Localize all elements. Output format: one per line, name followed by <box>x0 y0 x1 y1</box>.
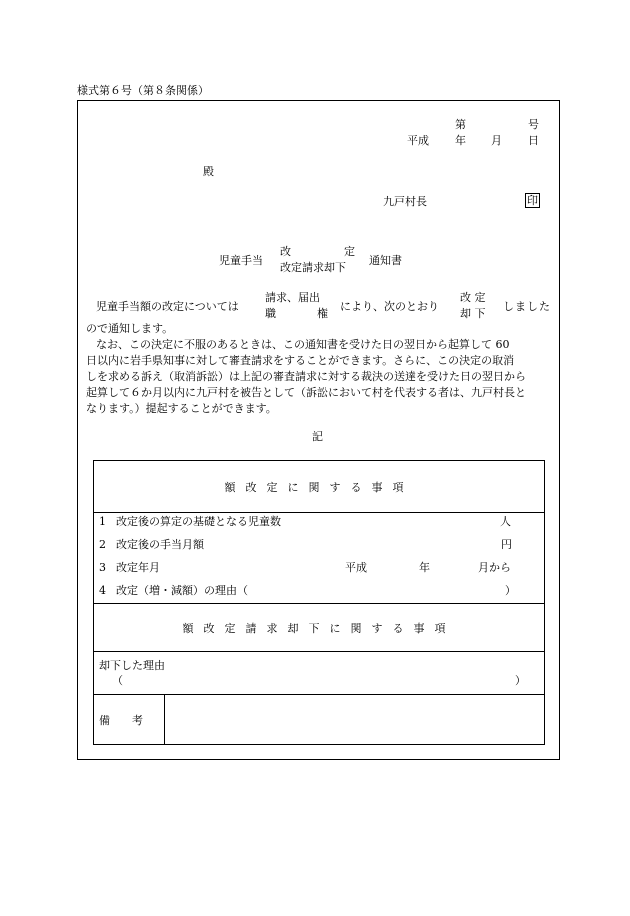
body-p2-line3: しを求める訴え（取消訴訟）は上記の審査請求に対する裁決の送達を受けた日の翌日から <box>86 370 526 383</box>
item-3-label: 改定年月 <box>116 561 160 574</box>
item-4-no: 4 <box>99 584 106 597</box>
item-4-unit: ） <box>505 584 516 597</box>
remarks-divider <box>164 694 165 745</box>
addressee-suffix: 殿 <box>203 165 214 178</box>
seal-mark: 印 <box>527 194 538 207</box>
body-p1-result-bottom: 却 下 <box>460 307 486 320</box>
items-table <box>93 460 545 745</box>
item-2-no: 2 <box>99 538 106 551</box>
title-top-left: 改 <box>280 245 291 258</box>
remarks-label: 備 考 <box>99 714 143 727</box>
form-label: 様式第６号（第８条関係） <box>77 84 209 97</box>
item-3-year: 年 <box>419 561 430 574</box>
item-1-unit: 人 <box>500 515 511 528</box>
reject-reason-label: 却下した理由 <box>99 659 165 672</box>
reject-reason-close: ） <box>515 674 526 687</box>
body-p1-continuation: ので通知します。 <box>86 322 174 335</box>
item-2-label: 改定後の手当月額 <box>116 538 204 551</box>
item-3-no: 3 <box>99 561 106 574</box>
item-3-era: 平成 <box>345 561 367 574</box>
item-3-unit: 月から <box>478 561 511 574</box>
body-p1-start: 児童手当額の改定については <box>96 300 239 313</box>
body-p1-end: しました <box>503 300 551 313</box>
item-4-label: 改定（増・減額）の理由（ <box>116 584 248 597</box>
sender-name: 九戸村長 <box>383 195 427 208</box>
title-suffix: 通知書 <box>369 254 402 267</box>
body-p2-line1: なお、この決定に不服のあるときは、この通知書を受けた日の翌日から起算して 60 <box>96 338 510 351</box>
number-prefix: 第 <box>455 118 466 131</box>
body-p1-option-top: 請求、届出 <box>265 291 320 304</box>
table-divider <box>94 651 544 652</box>
table-divider <box>94 512 544 513</box>
body-p1-option-bottom-right: 権 <box>317 307 328 320</box>
body-p1-option-bottom-left: 職 <box>265 307 276 320</box>
date-year: 年 <box>455 134 466 147</box>
section1-header: 額改定に関する事項 <box>224 481 414 494</box>
title-bottom: 改定請求却下 <box>280 261 346 274</box>
table-divider <box>94 694 544 695</box>
number-suffix: 号 <box>528 118 539 131</box>
item-1-no: 1 <box>99 515 106 528</box>
section2-header: 額改定請求却下に関する事項 <box>182 622 456 635</box>
date-day: 日 <box>528 134 539 147</box>
date-month: 月 <box>491 134 502 147</box>
title-prefix: 児童手当 <box>219 254 263 267</box>
body-p2-line5: なります。）提起することができます。 <box>86 402 277 415</box>
date-era: 平成 <box>407 134 429 147</box>
body-p2-line2: 日以内に岩手県知事に対して審査請求をすることができます。さらに、この決定の取消 <box>86 354 515 367</box>
title-top-right: 定 <box>344 245 355 258</box>
item-1-label: 改定後の算定の基礎となる児童数 <box>116 515 281 528</box>
reject-reason-open: （ <box>112 674 123 687</box>
ki-mark: 記 <box>312 430 323 443</box>
body-p1-middle: により、次のとおり <box>340 300 439 313</box>
body-p1-result-top: 改 定 <box>460 291 486 304</box>
body-p2-line4: 起算して６か月以内に九戸村を被告として（訴訟において村を代表する者は、九戸村長と <box>86 386 526 399</box>
table-divider <box>94 603 544 604</box>
item-2-unit: 円 <box>501 538 512 551</box>
